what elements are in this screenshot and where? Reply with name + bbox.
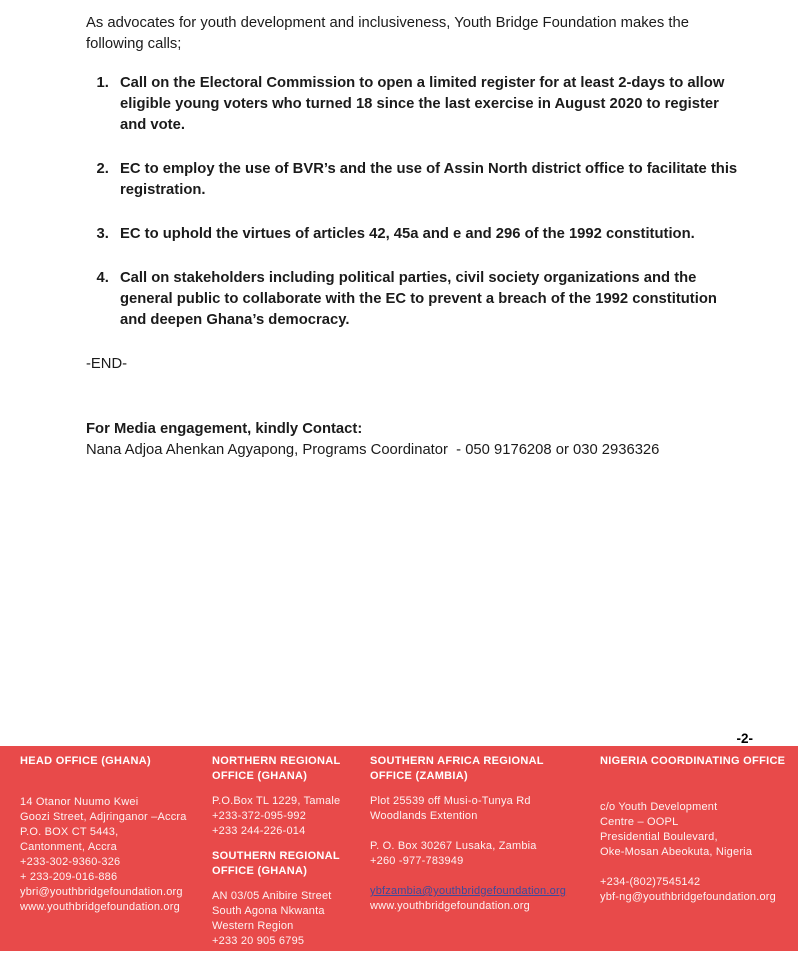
footer-office-line: +233 244-226-014: [212, 825, 306, 837]
footer-office-line: Western Region: [212, 920, 294, 932]
footer-office-heading: SOUTHERN AFRICA REGIONAL OFFICE (ZAMBIA): [370, 755, 544, 782]
footer-office-line: AN 03/05 Anibire Street: [212, 890, 332, 902]
page-number: -2-: [736, 731, 753, 746]
footer-office-line: [600, 860, 796, 875]
footer-office-line: +234-(802)7545142: [600, 876, 701, 888]
intro-paragraph: As advocates for youth development and inclusiveness, Youth Bridge Foundation makes the following calls;: [86, 15, 689, 52]
calls-list: [86, 73, 740, 331]
footer-office-line: www.youthbridgefoundation.org: [20, 901, 180, 913]
footer-office-line: Plot 25539 off Musi-o-Tunya Rd: [370, 795, 531, 807]
footer-office-line: P.O.Box TL 1229, Tamale: [212, 795, 341, 807]
footer-office-section: [212, 849, 368, 964]
footer-office-line: South Agona Nkwanta: [212, 905, 325, 917]
footer-office-section: [370, 754, 588, 914]
footer-column-regional-offices-ghana: [212, 754, 368, 974]
call-list-item: 4. Call on stakeholders including political parties, civil society organizations and the general public to collaborate with the EC to prevent a breach of the 1992 constitution and deepen Ghana’s democracy.: [113, 268, 740, 331]
footer-office-line: Presidential Boulevard,: [600, 831, 718, 843]
footer-office-line: +233-302-9360-326: [20, 856, 121, 868]
footer-office-line: [370, 869, 588, 884]
call-list-item: 3. EC to uphold the virtues of articles 42, 45a and e and 296 of the 1992 constitution.: [113, 224, 740, 245]
footer-office-line: Cantonment, Accra: [20, 841, 117, 853]
footer-office-line: + 233-209-016-886: [20, 871, 118, 883]
footer-office-line: [370, 824, 588, 839]
footer-office-line: +233 27 244 8210: [212, 950, 305, 962]
call-list-item: 1. Call on the Electoral Commission to open a limited register for at least 2-days to allow eligible young voters who turned 18 since the last exercise in August 2020 to register and vote.: [113, 73, 740, 136]
footer-office-heading: NIGERIA COORDINATING OFFICE: [600, 755, 786, 767]
footer-office-section: [600, 754, 796, 905]
footer-column-nigeria-coordinating: [600, 754, 796, 915]
footer-office-heading: NORTHERN REGIONAL OFFICE (GHANA): [212, 755, 341, 782]
media-contact-line: Nana Adjoa Ahenkan Agyapong, Programs Coordinator - 050 9176208 or 030 2936326: [86, 442, 660, 458]
footer-office-heading: SOUTHERN REGIONAL OFFICE (GHANA): [212, 850, 340, 877]
footer-office-line: +260 -977-783949: [370, 855, 464, 867]
footer-office-line: ybri@youthbridgefoundation.org: [20, 886, 183, 898]
footer-office-heading: HEAD OFFICE (GHANA): [20, 755, 151, 767]
end-marker: -END-: [86, 356, 128, 372]
footer-office-line: P. O. Box 30267 Lusaka, Zambia: [370, 840, 537, 852]
footer-office-line: Oke-Mosan Abeokuta, Nigeria: [600, 846, 753, 858]
footer-column-southern-africa-zambia: [370, 754, 588, 924]
footer-office-line: Goozi Street, Adjringanor –Accra: [20, 811, 187, 823]
footer-office-line: c/o Youth Development: [600, 801, 718, 813]
footer-office-line: www.youthbridgefoundation.org: [370, 900, 530, 912]
footer-column-head-office-ghana: [20, 754, 202, 925]
email-link[interactable]: ybfzambia@youthbridgefoundation.org: [370, 885, 567, 897]
footer-office-line: Woodlands Extention: [370, 810, 478, 822]
footer-office-line: +233 20 905 6795: [212, 935, 305, 947]
media-contact-heading: For Media engagement, kindly Contact:: [86, 421, 363, 437]
footer-office-section: [212, 754, 368, 839]
footer-office-line: 14 Otanor Nuumo Kwei: [20, 796, 139, 808]
footer-office-line: [370, 884, 588, 899]
document-body: [0, 0, 798, 461]
footer-office-line: ybf-ng@youthbridgefoundation.org: [600, 891, 776, 903]
footer-office-line: +233-372-095-992: [212, 810, 307, 822]
footer-contact-band: [0, 746, 798, 962]
footer-office-line: P.O. BOX CT 5443,: [20, 826, 119, 838]
footer-office-line: Centre – OOPL: [600, 816, 679, 828]
footer-office-section: [20, 754, 202, 915]
call-list-item: 2. EC to employ the use of BVR’s and the use of Assin North district office to facilitate this registration.: [113, 159, 740, 201]
